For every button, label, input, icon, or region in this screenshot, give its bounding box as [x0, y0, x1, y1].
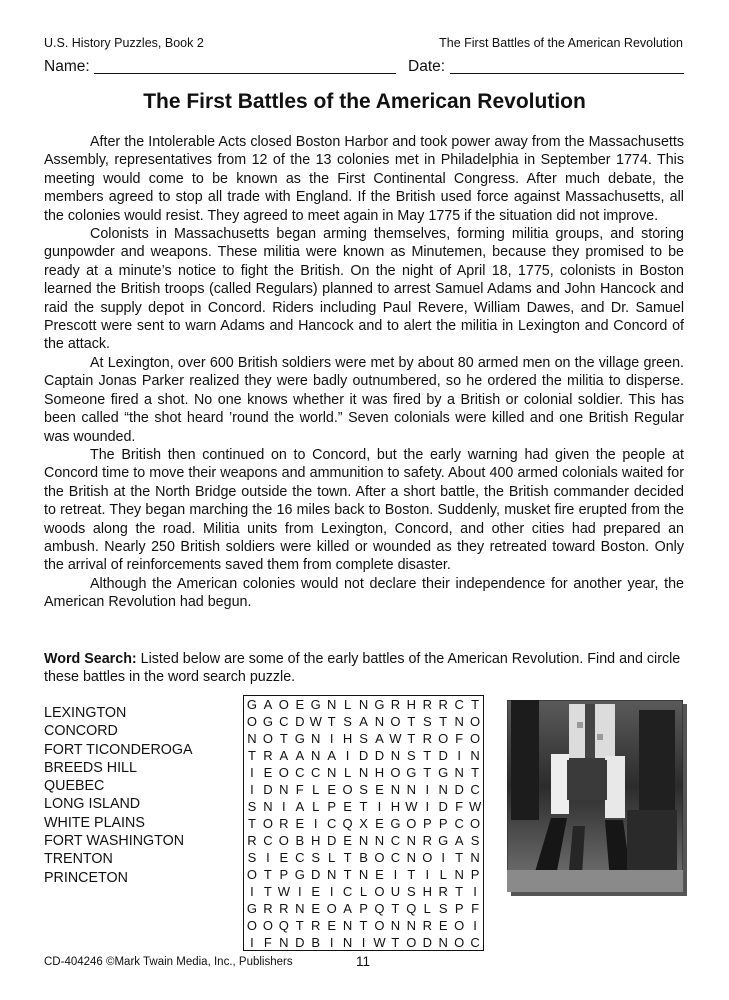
- grid-letter[interactable]: O: [390, 765, 401, 780]
- grid-letter[interactable]: D: [438, 748, 448, 763]
- grid-letter[interactable]: N: [470, 748, 480, 763]
- grid-letter[interactable]: F: [455, 799, 464, 814]
- grid-letter[interactable]: H: [406, 697, 417, 712]
- name-field[interactable]: [94, 73, 396, 74]
- paragraph: At Lexington, over 600 British soldiers were met by about 80 armed men on the village green. Captain Jonas Parker realized they were badly outnumbered, so he ordered the militia to disperse. Someone fired a shot. No one knows whether it was fired by a British or colonial soldier. This has been called “the shot heard ’round the world.” Seven colonials were killed and one British Regular was wounded.: [44, 354, 684, 445]
- grid-letter[interactable]: F: [471, 901, 480, 916]
- grid-letter[interactable]: W: [309, 714, 322, 729]
- grid-letter[interactable]: E: [343, 833, 352, 848]
- grid-letter[interactable]: L: [312, 799, 320, 814]
- grid-letter[interactable]: N: [279, 935, 289, 950]
- grid-letter[interactable]: W: [277, 884, 290, 899]
- grid-letter[interactable]: C: [454, 697, 464, 712]
- grid-letter[interactable]: N: [342, 918, 353, 933]
- grid-letter[interactable]: R: [279, 816, 289, 831]
- grid-letter[interactable]: N: [438, 782, 448, 797]
- paragraph: Colonists in Massachusetts began arming themselves, forming militia groups, and storing gunpowder and weapons. These militia were known as Minutemen, because they promised to be ready at a minute’s notice to fight the British. On the night of April 18, 1775, colonists in Boston learned the British troops (called Regulars) planned to arrest Samuel Adams and John Hancock and raid the supply depot in Concord. Riders including Paul Revere, William Dawes, and Dr. Samuel Prescott were sent to warn Adams and Hancock and to alert the militia in Lexington and Concord of the attack.: [44, 226, 684, 353]
- grid-letter[interactable]: R: [263, 901, 273, 916]
- paragraph: Although the American colonies would not declare their independence for another year, the American Revolution had begun.: [44, 575, 684, 611]
- grid-letter[interactable]: O: [278, 833, 289, 848]
- grid-letter[interactable]: A: [454, 833, 464, 848]
- grid-letter[interactable]: N: [406, 918, 417, 933]
- article-body: [44, 133, 684, 612]
- grid-letter[interactable]: C: [454, 816, 464, 831]
- grid-letter[interactable]: H: [422, 884, 432, 899]
- grid-row: [244, 713, 483, 730]
- grid-letter[interactable]: P: [327, 799, 336, 814]
- grid-letter[interactable]: T: [407, 731, 416, 746]
- grid-letter[interactable]: I: [250, 935, 254, 950]
- grid-letter[interactable]: B: [311, 935, 321, 950]
- grid-letter[interactable]: E: [375, 782, 384, 797]
- grid-letter[interactable]: F: [263, 935, 272, 950]
- grid-letter[interactable]: D: [438, 799, 448, 814]
- grid-letter[interactable]: T: [471, 765, 480, 780]
- grid-letter[interactable]: R: [422, 918, 432, 933]
- grid-letter[interactable]: I: [250, 782, 254, 797]
- grid-letter[interactable]: N: [326, 867, 337, 882]
- grid-letter[interactable]: N: [358, 867, 369, 882]
- grid-letter[interactable]: C: [311, 765, 321, 780]
- grid-letter[interactable]: S: [470, 833, 480, 848]
- grid-letter[interactable]: S: [407, 884, 416, 899]
- grid-letter[interactable]: R: [438, 884, 448, 899]
- grid-letter[interactable]: T: [439, 714, 448, 729]
- header-chapter-title: The First Battles of the American Revolution: [439, 36, 683, 50]
- grid-letter[interactable]: I: [393, 867, 398, 882]
- grid-letter[interactable]: G: [438, 833, 449, 848]
- grid-letter[interactable]: T: [343, 850, 352, 865]
- grid-letter[interactable]: S: [359, 782, 368, 797]
- grid-letter[interactable]: G: [310, 697, 321, 712]
- grid-letter[interactable]: T: [391, 901, 400, 916]
- grid-letter[interactable]: R: [422, 731, 432, 746]
- grid-letter[interactable]: T: [247, 816, 256, 831]
- grid-letter[interactable]: O: [246, 867, 258, 882]
- grid-letter[interactable]: A: [375, 731, 384, 746]
- grid-row: [244, 815, 483, 832]
- grid-row: [244, 832, 483, 849]
- grid-letter[interactable]: Q: [406, 901, 417, 916]
- grid-letter[interactable]: L: [312, 782, 320, 797]
- grid-letter[interactable]: D: [263, 782, 273, 797]
- grid-letter[interactable]: Q: [278, 918, 289, 933]
- grid-letter[interactable]: D: [358, 748, 369, 763]
- grid-letter[interactable]: N: [295, 901, 305, 916]
- grid-letter[interactable]: N: [311, 748, 321, 763]
- battle-word: WHITE PLAINS: [44, 814, 145, 831]
- grid-letter[interactable]: O: [278, 697, 289, 712]
- grid-letter[interactable]: W: [405, 799, 418, 814]
- grid-letter[interactable]: T: [407, 867, 416, 882]
- grid-letter[interactable]: A: [327, 748, 336, 763]
- grid-letter[interactable]: N: [390, 918, 401, 933]
- battle-word: FORT TICONDEROGA: [44, 741, 193, 758]
- grid-letter[interactable]: I: [329, 884, 334, 899]
- grid-letter[interactable]: I: [473, 918, 477, 933]
- grid-letter[interactable]: O: [374, 918, 385, 933]
- grid-letter[interactable]: I: [425, 799, 430, 814]
- grid-letter[interactable]: T: [391, 935, 400, 950]
- grid-letter[interactable]: S: [247, 850, 257, 865]
- grid-letter[interactable]: S: [359, 731, 368, 746]
- grid-letter[interactable]: H: [374, 765, 385, 780]
- grid-letter[interactable]: G: [406, 765, 417, 780]
- grid-letter[interactable]: N: [454, 714, 464, 729]
- grid-row: [244, 747, 483, 764]
- grid-letter[interactable]: C: [263, 833, 273, 848]
- grid-letter[interactable]: X: [359, 816, 368, 831]
- battle-word: PRINCETON: [44, 869, 128, 886]
- grid-letter[interactable]: H: [390, 799, 401, 814]
- grid-letter[interactable]: N: [247, 731, 257, 746]
- grid-letter[interactable]: I: [425, 782, 430, 797]
- grid-letter[interactable]: I: [282, 799, 286, 814]
- grid-letter[interactable]: I: [313, 816, 318, 831]
- grid-row: [244, 730, 483, 747]
- grid-letter[interactable]: I: [457, 748, 461, 763]
- word-search-label: Word Search:: [44, 651, 137, 667]
- grid-letter[interactable]: O: [262, 731, 273, 746]
- grid-letter[interactable]: H: [311, 833, 321, 848]
- battle-word: QUEBEC: [44, 778, 105, 795]
- grid-letter[interactable]: T: [359, 918, 368, 933]
- grid-letter[interactable]: N: [438, 935, 448, 950]
- grid-letter[interactable]: P: [422, 816, 432, 831]
- grid-letter[interactable]: U: [390, 884, 401, 899]
- grid-letter[interactable]: S: [438, 901, 448, 916]
- grid-letter[interactable]: R: [390, 697, 401, 712]
- battle-word: TRENTON: [44, 851, 113, 868]
- grid-letter[interactable]: W: [468, 799, 482, 814]
- grid-letter[interactable]: Q: [342, 816, 353, 831]
- grid-letter[interactable]: R: [247, 833, 257, 848]
- grid-row: [244, 866, 483, 883]
- grid-letter[interactable]: L: [439, 867, 447, 882]
- grid-letter[interactable]: O: [406, 935, 417, 950]
- grid-letter[interactable]: C: [295, 765, 305, 780]
- grid-row: [244, 917, 483, 934]
- grid-letter[interactable]: L: [423, 901, 431, 916]
- grid-letter[interactable]: C: [326, 816, 337, 831]
- grid-letter[interactable]: T: [471, 697, 480, 712]
- grid-letter[interactable]: R: [263, 748, 273, 763]
- grid-letter[interactable]: T: [263, 867, 272, 882]
- paragraph: The British then continued on to Concord, but the early warning had given the people at Concord time to move their weapons and ammunition to safety. About 400 armed colonials waited for the British at the North Bridge outside the town. After a short battle, the British commander decided to retreat. They began marching the 16 miles back to Boston. Suddenly, musket fire erupted from the woods along the road. Militia units from Lexington, Concord, and other cities had prepared an ambush. Nearly 250 British soldiers were killed or wounded as they retreated toward Boston. Only the arrival of reinforcements saved them from complete disaster.: [44, 446, 684, 574]
- grid-letter[interactable]: I: [473, 884, 477, 899]
- grid-letter[interactable]: W: [373, 935, 386, 950]
- grid-letter[interactable]: N: [374, 833, 385, 848]
- word-search-instructions: [44, 650, 684, 687]
- battle-word: FORT WASHINGTON: [44, 833, 185, 850]
- grid-letter[interactable]: A: [295, 799, 305, 814]
- grid-letter[interactable]: G: [246, 901, 258, 916]
- grid-letter[interactable]: T: [247, 748, 256, 763]
- battle-word: LEXINGTON: [44, 705, 127, 721]
- grid-row: [244, 934, 483, 951]
- grid-letter[interactable]: O: [374, 884, 385, 899]
- grid-letter[interactable]: N: [358, 833, 369, 848]
- grid-row: [244, 900, 483, 917]
- grid-letter[interactable]: G: [438, 765, 449, 780]
- grid-letter[interactable]: P: [438, 816, 448, 831]
- grid-letter[interactable]: N: [358, 697, 369, 712]
- grid-letter[interactable]: O: [470, 731, 481, 746]
- grid-letter[interactable]: C: [390, 833, 401, 848]
- grid-row: [244, 764, 483, 781]
- grid-letter[interactable]: O: [246, 714, 258, 729]
- grid-letter[interactable]: S: [407, 748, 416, 763]
- grid-letter[interactable]: A: [279, 748, 289, 763]
- grid-letter[interactable]: O: [374, 850, 385, 865]
- grid-letter[interactable]: I: [377, 799, 382, 814]
- grid-letter[interactable]: S: [247, 799, 257, 814]
- grid-letter[interactable]: N: [263, 799, 273, 814]
- grid-letter[interactable]: E: [311, 901, 321, 916]
- grid-letter[interactable]: E: [295, 697, 305, 712]
- grid-letter[interactable]: R: [438, 697, 448, 712]
- grid-letter[interactable]: E: [375, 816, 384, 831]
- grid-letter[interactable]: C: [295, 850, 305, 865]
- grid-letter[interactable]: N: [326, 765, 337, 780]
- grid-letter[interactable]: B: [359, 850, 368, 865]
- name-label: Name:: [44, 58, 90, 75]
- grid-letter[interactable]: I: [250, 765, 254, 780]
- grid-letter[interactable]: T: [455, 884, 464, 899]
- grid-letter[interactable]: N: [358, 765, 369, 780]
- grid-letter[interactable]: R: [422, 833, 432, 848]
- grid-letter[interactable]: Q: [374, 901, 385, 916]
- grid-letter[interactable]: N: [470, 850, 480, 865]
- grid-letter[interactable]: L: [359, 884, 368, 899]
- header-book-title: U.S. History Puzzles, Book 2: [44, 36, 204, 50]
- grid-letter[interactable]: O: [262, 918, 273, 933]
- grid-letter[interactable]: O: [470, 816, 481, 831]
- grid-letter[interactable]: T: [423, 748, 432, 763]
- grid-letter[interactable]: I: [329, 731, 334, 746]
- grid-letter[interactable]: G: [294, 867, 305, 882]
- grid-letter[interactable]: I: [361, 935, 366, 950]
- grid-row: [244, 849, 483, 866]
- grid-letter[interactable]: R: [422, 697, 432, 712]
- grid-letter[interactable]: O: [326, 901, 337, 916]
- battle-word: LONG ISLAND: [44, 796, 141, 813]
- grid-letter[interactable]: O: [246, 918, 258, 933]
- grid-letter[interactable]: N: [374, 714, 385, 729]
- date-label: Date:: [408, 58, 446, 75]
- grid-letter[interactable]: O: [342, 782, 353, 797]
- grid-letter[interactable]: N: [390, 782, 401, 797]
- grid-letter[interactable]: W: [389, 731, 402, 746]
- grid-letter[interactable]: D: [326, 833, 337, 848]
- grid-letter[interactable]: F: [295, 782, 304, 797]
- grid-letter[interactable]: A: [295, 748, 305, 763]
- grid-letter[interactable]: O: [454, 935, 465, 950]
- grid-letter[interactable]: T: [343, 867, 352, 882]
- grid-letter[interactable]: S: [311, 850, 321, 865]
- grid-letter[interactable]: T: [359, 799, 368, 814]
- grid-letter[interactable]: O: [262, 816, 273, 831]
- grid-letter[interactable]: C: [279, 714, 289, 729]
- grid-letter[interactable]: S: [343, 714, 352, 729]
- grid-letter[interactable]: C: [470, 782, 480, 797]
- grid-letter[interactable]: T: [407, 714, 416, 729]
- grid-letter[interactable]: L: [343, 697, 352, 712]
- grid-letter[interactable]: E: [263, 765, 273, 780]
- grid-letter[interactable]: N: [406, 850, 417, 865]
- grid-letter[interactable]: N: [326, 697, 337, 712]
- grid-letter[interactable]: T: [263, 884, 272, 899]
- grid-letter[interactable]: F: [455, 731, 464, 746]
- grid-letter[interactable]: N: [454, 867, 464, 882]
- grid-letter[interactable]: A: [263, 697, 273, 712]
- grid-letter[interactable]: N: [390, 748, 401, 763]
- grid-letter[interactable]: E: [375, 867, 384, 882]
- grid-letter[interactable]: A: [359, 714, 368, 729]
- grid-letter[interactable]: C: [470, 935, 480, 950]
- grid-letter[interactable]: R: [279, 901, 289, 916]
- grid-letter[interactable]: I: [266, 850, 270, 865]
- grid-letter[interactable]: E: [279, 850, 289, 865]
- grid-letter[interactable]: G: [374, 697, 385, 712]
- grid-letter[interactable]: T: [279, 731, 288, 746]
- grid-letter[interactable]: I: [425, 867, 430, 882]
- name-date-fields: [44, 58, 684, 80]
- grid-letter[interactable]: E: [311, 884, 321, 899]
- grid-letter[interactable]: A: [343, 901, 352, 916]
- grid-letter[interactable]: T: [423, 765, 432, 780]
- grid-letter[interactable]: E: [327, 918, 336, 933]
- grid-letter[interactable]: D: [311, 867, 321, 882]
- grid-letter[interactable]: O: [422, 850, 433, 865]
- grid-row: [244, 883, 483, 900]
- page-title: The First Battles of the American Revolution: [143, 90, 586, 113]
- grid-letter[interactable]: E: [343, 799, 352, 814]
- grid-letter[interactable]: N: [406, 782, 417, 797]
- date-field[interactable]: [450, 73, 684, 74]
- grid-letter[interactable]: P: [470, 867, 480, 882]
- grid-letter[interactable]: E: [327, 782, 336, 797]
- grid-letter[interactable]: N: [311, 731, 321, 746]
- grid-letter[interactable]: L: [328, 850, 336, 865]
- grid-letter[interactable]: D: [295, 935, 305, 950]
- grid-letter[interactable]: D: [422, 935, 432, 950]
- grid-letter[interactable]: T: [295, 918, 304, 933]
- grid-row: [244, 798, 483, 815]
- grid-letter[interactable]: O: [406, 816, 417, 831]
- page-number: 11: [356, 954, 371, 969]
- grid-letter[interactable]: O: [390, 714, 401, 729]
- grid-letter[interactable]: G: [262, 714, 273, 729]
- grid-letter[interactable]: D: [454, 782, 464, 797]
- word-search-grid[interactable]: [243, 695, 484, 951]
- grid-letter[interactable]: N: [406, 833, 417, 848]
- grid-letter[interactable]: O: [438, 731, 449, 746]
- paragraph: After the Intolerable Acts closed Boston Harbor and took power away from the Massachusetts Assembly, representatives from 12 of the 13 colonies met in Philadelphia in September 1774. This meeting would come to be known as the First Continental Congress. After much debate, the members agreed to stop all trade with England. If the British used force against Massachusetts, all the colonies would resist. They agreed to meet again in May 1775 if the situation did not improve.: [44, 134, 684, 224]
- grid-letter[interactable]: I: [329, 935, 334, 950]
- grid-letter[interactable]: G: [390, 816, 401, 831]
- grid-letter[interactable]: C: [390, 850, 401, 865]
- grid-letter[interactable]: I: [345, 748, 350, 763]
- grid-letter[interactable]: B: [295, 833, 305, 848]
- grid-letter[interactable]: O: [278, 765, 289, 780]
- grid-letter[interactable]: E: [438, 918, 448, 933]
- grid-row: [244, 696, 483, 713]
- grid-letter[interactable]: N: [454, 765, 464, 780]
- grid-letter[interactable]: N: [279, 782, 289, 797]
- word-search-instructions-text: Listed below are some of the early battles of the American Revolution. Find and circle these battles in the word search puzzle.: [44, 651, 681, 686]
- battle-word-list: [44, 704, 193, 887]
- grid-letter[interactable]: I: [297, 884, 302, 899]
- grid-letter[interactable]: I: [441, 850, 446, 865]
- grid-letter[interactable]: D: [295, 714, 305, 729]
- grid-letter[interactable]: I: [250, 884, 254, 899]
- grid-letter[interactable]: D: [374, 748, 385, 763]
- grid-letter[interactable]: C: [342, 884, 353, 899]
- grid-row: [244, 781, 483, 798]
- footer-publisher: CD-404246 ©Mark Twain Media, Inc., Publishers: [44, 956, 293, 968]
- grid-letter[interactable]: R: [311, 918, 321, 933]
- grid-letter[interactable]: P: [454, 901, 464, 916]
- grid-letter[interactable]: P: [359, 901, 368, 916]
- grid-letter[interactable]: S: [422, 714, 432, 729]
- grid-letter[interactable]: N: [342, 935, 353, 950]
- grid-letter[interactable]: P: [279, 867, 289, 882]
- grid-letter[interactable]: E: [295, 816, 305, 831]
- battle-word: CONCORD: [44, 723, 118, 740]
- grid-letter[interactable]: H: [342, 731, 353, 746]
- grid-letter[interactable]: G: [246, 697, 258, 712]
- grid-letter[interactable]: L: [343, 765, 352, 780]
- soldiers-photo: [507, 700, 683, 892]
- battle-word: BREEDS HILL: [44, 759, 137, 776]
- grid-letter[interactable]: G: [294, 731, 305, 746]
- grid-letter[interactable]: O: [454, 918, 465, 933]
- grid-letter[interactable]: T: [455, 850, 464, 865]
- grid-letter[interactable]: T: [327, 714, 336, 729]
- grid-letter[interactable]: O: [470, 714, 481, 729]
